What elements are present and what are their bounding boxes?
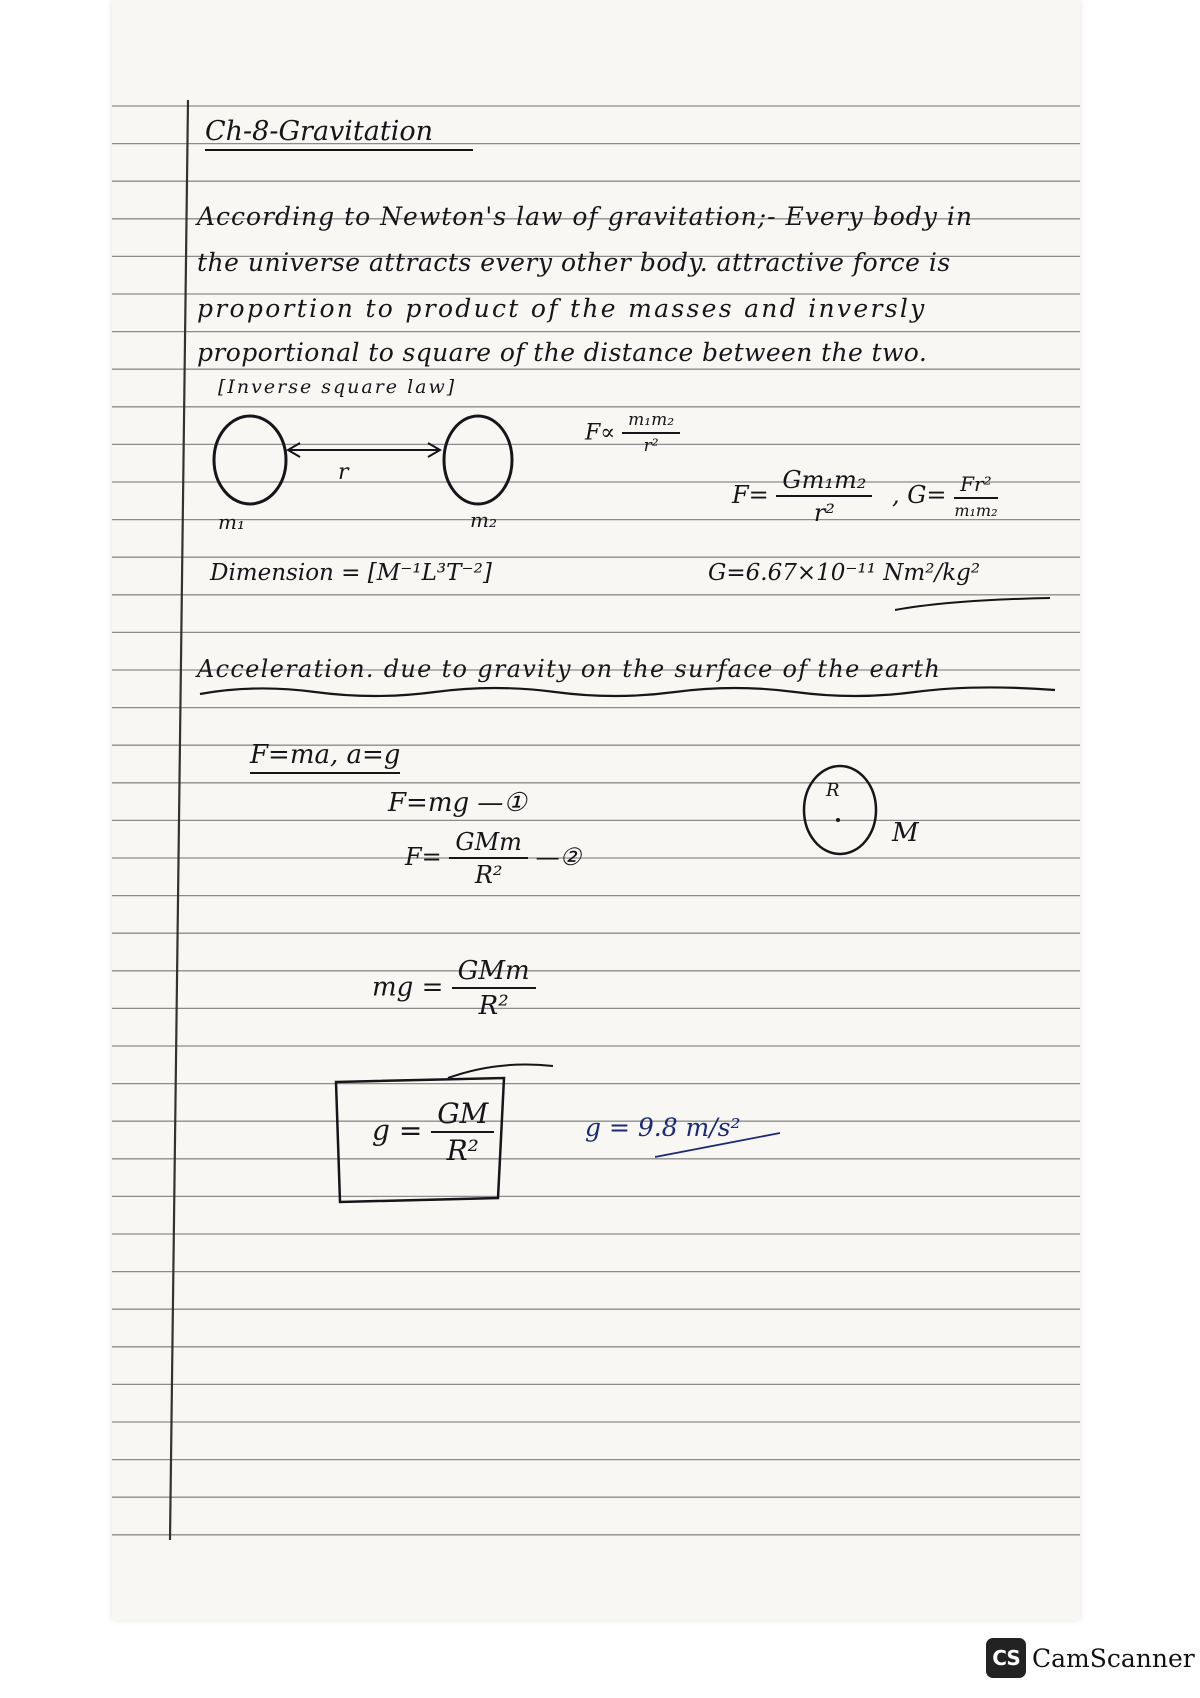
earth-radius-label: R bbox=[826, 780, 840, 801]
g-numeric-value: g = 9.8 m/s² bbox=[585, 1113, 741, 1142]
dimension-formula: Dimension = [M⁻¹L³T⁻²] bbox=[210, 560, 492, 586]
ruled-lines bbox=[112, 0, 1080, 1620]
distance-label: r bbox=[338, 460, 349, 485]
mass-1-label: m₁ bbox=[218, 510, 245, 534]
g-numeric-underline bbox=[650, 1125, 790, 1165]
result-formula: g = $\frac{GM}{\text{R²}}$ bbox=[372, 1100, 494, 1165]
camscanner-label: CamScanner bbox=[1032, 1643, 1195, 1673]
derivation-line-3: F= $\frac{\text{GMm}}{\text{R²}}$ —② bbox=[405, 828, 582, 889]
derivation-line-2: F=mg —① bbox=[388, 788, 527, 818]
page-title: Ch-8-Gravitation bbox=[205, 118, 473, 145]
force-equation: F= $\frac{\text{Gm₁m₂}}{\text{r²}}$ , G= $\frac{\text{Fr²}}{\text{m₁m₂}}$ bbox=[732, 466, 998, 527]
g-value-underline bbox=[890, 590, 1060, 620]
law-line-4: proportional to square of the distance between the two. bbox=[197, 338, 928, 367]
derivation-line-4: mg = $\frac{\text{GMm}}{\text{R²}}$ bbox=[372, 958, 536, 1019]
law-line-1: According to Newton's law of gravitation;- Every body in bbox=[197, 202, 973, 231]
mass-2-label: m₂ bbox=[470, 508, 497, 532]
law-line-2: the universe attracts every other body. attractive force is bbox=[197, 248, 951, 277]
scanner-watermark bbox=[986, 1638, 1195, 1678]
section-heading-underline bbox=[195, 680, 1065, 710]
camscanner-logo: CS bbox=[986, 1638, 1026, 1678]
g-constant-value: G=6.67×10⁻¹¹ Nm²/kg² bbox=[708, 560, 981, 586]
mass-1-circle bbox=[214, 416, 286, 504]
law-line-3: proportion to product of the masses and inversly bbox=[197, 294, 927, 323]
section-heading: Acceleration. due to gravity on the surface of the earth bbox=[197, 655, 942, 683]
mass-2-circle bbox=[444, 416, 512, 504]
inverse-square-note: [Inverse square law] bbox=[218, 376, 457, 398]
proportionality-formula: F∝ $\frac{\text{m₁m₂}}{\text{r²}}$ bbox=[585, 412, 680, 455]
derivation-line-1: F=ma, a=g bbox=[250, 742, 400, 768]
notebook-page bbox=[112, 0, 1080, 1620]
earth-sketch bbox=[800, 760, 920, 870]
earth-mass-label: M bbox=[892, 818, 919, 848]
